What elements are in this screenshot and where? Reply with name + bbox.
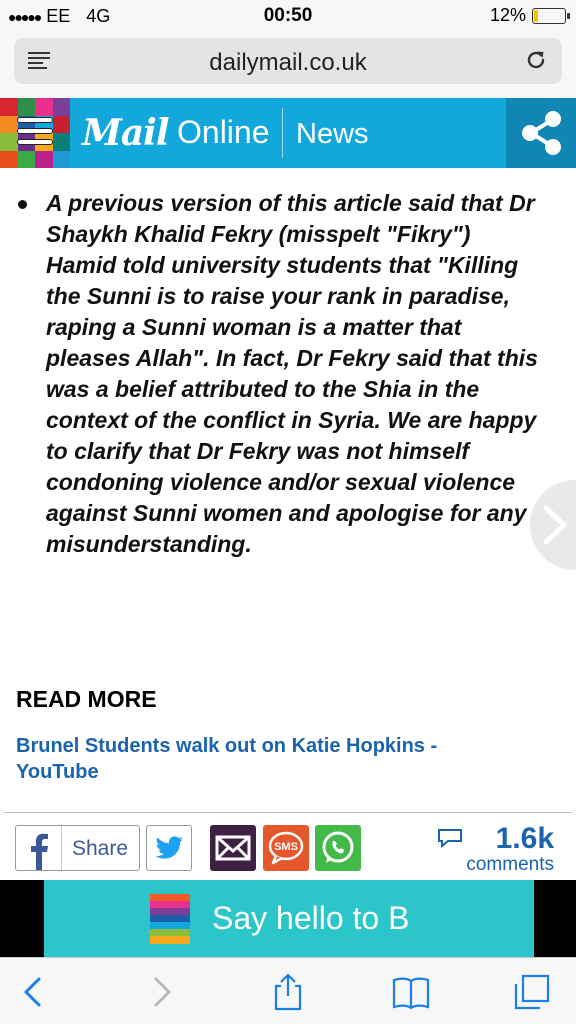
facebook-icon <box>16 826 62 870</box>
comment-count[interactable]: 1.6k <box>495 822 554 855</box>
signal-strength-icon: ●●●●● <box>8 8 41 25</box>
twitter-share-button[interactable] <box>146 825 192 871</box>
email-icon <box>210 825 256 871</box>
browser-address-area <box>0 32 576 98</box>
tabs-button[interactable] <box>512 972 552 1012</box>
logo-online[interactable]: Online <box>177 114 270 150</box>
section-label[interactable]: News <box>296 118 369 150</box>
share-page-button[interactable] <box>268 972 308 1012</box>
back-button[interactable] <box>14 972 54 1012</box>
comments-link[interactable] <box>434 822 554 878</box>
clock: 00:50 <box>263 5 313 26</box>
battery-level <box>534 10 538 22</box>
correction-text: A previous version of this article said that Dr Shaykh Khalid Fekry (misspelt "Fikry") Hamid told university students that "Killing the Sunni is to raise your rank in paradise, raping a Sunni woman is a matter that pleases Allah". In fact, Dr Fekry said that this was a belief attributed to the Shia in the context of the conflict in Syria. We are happy to clarify that Dr Fekry was not himself condoning violence and/or sexual violence against Sunni women and apologise for any misunderstanding. <box>46 190 538 557</box>
b-logo-icon <box>144 890 194 948</box>
next-article-button[interactable] <box>530 480 576 570</box>
ad-text[interactable]: Say hello to B <box>212 900 410 936</box>
bullet-icon <box>18 200 27 209</box>
whatsapp-icon <box>315 825 361 871</box>
chevron-right-icon <box>530 480 576 570</box>
battery-percent: 12% <box>489 5 526 25</box>
back-icon <box>14 972 54 1012</box>
facebook-share-label: Share <box>72 837 129 860</box>
email-share-button[interactable] <box>210 825 256 871</box>
share-icon <box>268 972 308 1012</box>
network-type: 4G <box>86 6 111 26</box>
forward-button[interactable] <box>142 972 182 1012</box>
divider <box>4 812 572 813</box>
comment-icon <box>436 828 464 848</box>
url-text[interactable]: dailymail.co.uk <box>209 49 367 76</box>
whatsapp-share-button[interactable] <box>315 825 361 871</box>
site-header <box>0 98 576 168</box>
correction-item <box>14 188 544 560</box>
facebook-share-button[interactable] <box>15 825 140 871</box>
address-bar[interactable] <box>14 38 562 84</box>
logo-mail[interactable]: Mail <box>82 112 169 154</box>
read-more-link[interactable]: Brunel Students walk out on Katie Hopkins - YouTube <box>16 735 438 783</box>
sms-share-button[interactable] <box>263 825 309 871</box>
bookmarks-button[interactable] <box>390 972 430 1012</box>
carrier-name: EE <box>46 6 71 26</box>
menu-icon[interactable] <box>17 117 53 149</box>
header-divider <box>282 108 283 158</box>
tabs-icon <box>512 972 552 1012</box>
header-share-button[interactable] <box>506 98 576 168</box>
reload-icon[interactable] <box>524 48 548 72</box>
ad-content[interactable] <box>44 880 534 957</box>
bookmarks-icon <box>390 972 432 1012</box>
battery-icon <box>532 8 566 24</box>
twitter-icon <box>147 826 191 870</box>
forward-icon <box>142 972 182 1012</box>
status-bar <box>0 0 576 32</box>
share-icon <box>506 98 576 168</box>
correction-list <box>14 188 544 560</box>
read-more-heading: READ MORE <box>16 686 157 712</box>
status-right <box>490 5 566 26</box>
browser-toolbar <box>0 957 576 1024</box>
sms-icon <box>263 825 309 871</box>
sms-icon-text: SMS <box>274 841 298 853</box>
comment-label[interactable]: comments <box>466 854 554 875</box>
ad-banner[interactable] <box>0 880 576 957</box>
